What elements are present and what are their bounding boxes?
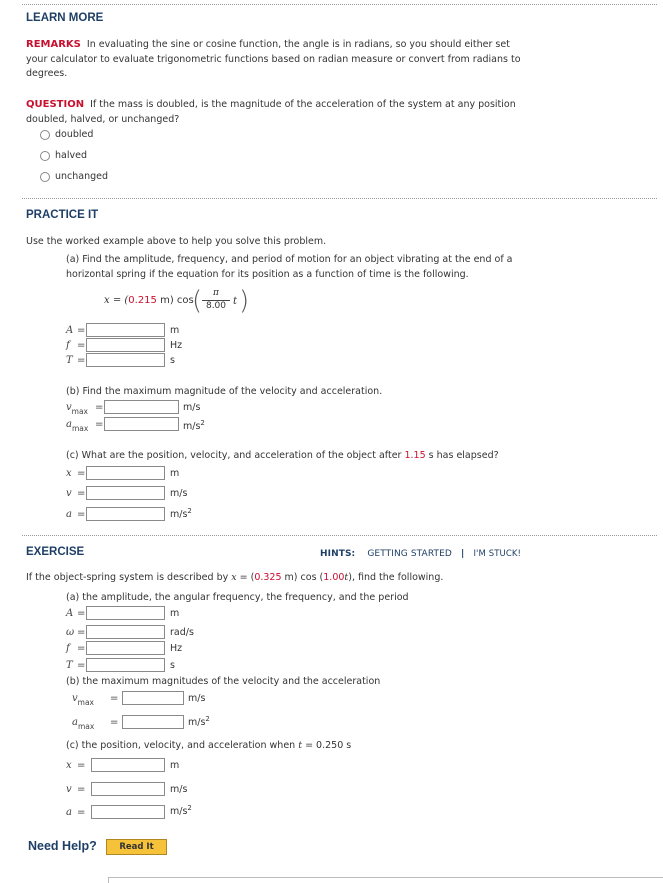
- hints-bar: [320, 548, 521, 559]
- practice-amax-unit: [183, 419, 205, 432]
- remarks-text-1: In evaluating the sine or cosine function, the angle is in radians, so you should either set: [86, 39, 510, 50]
- part-c-pre: (c) What are the position, velocity, and acceleration of the object after: [66, 450, 405, 461]
- exercise-amax-label: [72, 717, 95, 731]
- exercise-amplitude-input[interactable]: [86, 606, 165, 620]
- equals-sign: =: [77, 660, 86, 671]
- need-help-label: Need Help?: [28, 839, 97, 853]
- part-c-pre: (c) the position, velocity, and acceleration when: [66, 740, 299, 751]
- exercise-velocity-unit: m/s: [170, 784, 188, 795]
- exercise-position-input[interactable]: [91, 758, 165, 772]
- equals-sign: =: [77, 643, 86, 654]
- practice-part-c: [66, 450, 499, 461]
- exercise-angular-frequency-unit: rad/s: [170, 627, 194, 638]
- exercise-a-omega-label: ω: [66, 627, 75, 638]
- practice-part-b: (b) Find the maximum magnitude of the velocity and acceleration.: [66, 386, 383, 397]
- question-block: [26, 98, 546, 127]
- practice-amplitude-input[interactable]: [86, 323, 165, 337]
- exercise-angular-frequency-input[interactable]: [86, 625, 165, 639]
- radio-doubled[interactable]: [40, 130, 50, 140]
- equals-sign: =: [77, 627, 86, 638]
- intro-pre: If the object-spring system is described by: [26, 572, 232, 583]
- equals-sign: =: [77, 468, 86, 479]
- part-c-t: t: [298, 740, 303, 751]
- radio-unchanged[interactable]: [40, 172, 50, 182]
- remarks-label: REMARKS: [26, 39, 81, 50]
- equation-paren-open: (: [192, 286, 203, 316]
- exercise-position-unit: m: [170, 760, 180, 771]
- intro-omega: 1.00: [323, 572, 345, 583]
- exercise-part-c: [66, 740, 351, 751]
- bottom-rule-edge: [108, 877, 109, 883]
- equation-denominator: 8.00: [205, 301, 227, 311]
- read-it-button[interactable]: Read It: [106, 839, 167, 855]
- intro-x: x: [231, 572, 237, 583]
- option-unchanged-label[interactable]: unchanged: [55, 171, 109, 182]
- exercise-vmax-input[interactable]: [122, 691, 184, 705]
- intro-amplitude: 0.325: [254, 572, 282, 583]
- exercise-amplitude-unit: m: [170, 608, 180, 619]
- exercise-acceleration-unit: [170, 804, 192, 817]
- unit-sup: 2: [187, 507, 192, 515]
- exercise-heading: EXERCISE: [26, 546, 85, 558]
- practice-a-T-label: T: [66, 355, 73, 366]
- equals-sign: =: [77, 325, 86, 336]
- question-text-1: If the mass is doubled, is the magnitude of the acceleration of the system at any position: [90, 99, 516, 110]
- part-c-post: = 0.250 s: [302, 740, 352, 751]
- practice-position-input[interactable]: [86, 466, 165, 480]
- exercise-period-unit: s: [170, 660, 175, 671]
- sub-max: max: [77, 698, 94, 707]
- equals-sign: =: [77, 488, 86, 499]
- exercise-a-T-label: T: [66, 660, 73, 671]
- practice-part-a-2: horizontal spring if the equation for its position as a function of time is the following.: [66, 269, 469, 280]
- unit-text: m/s: [170, 806, 188, 818]
- intro-eq: = (: [236, 572, 255, 583]
- equals-sign: =: [110, 693, 119, 704]
- practice-c-x-label: x: [66, 468, 72, 479]
- im-stuck-link[interactable]: I'M STUCK!: [473, 549, 522, 559]
- exercise-velocity-input[interactable]: [91, 782, 165, 796]
- equals-sign: =: [77, 355, 86, 366]
- exercise-vmax-label: [72, 693, 94, 707]
- part-c-post: s has elapsed?: [425, 450, 499, 461]
- remarks-text-3: degrees.: [26, 68, 68, 80]
- intro-mid: m) cos (: [281, 572, 324, 583]
- top-divider: [22, 4, 657, 5]
- practice-acceleration-input[interactable]: [86, 507, 165, 521]
- equals-sign: =: [77, 807, 86, 818]
- hints-separator: |: [461, 549, 465, 559]
- equals-sign: =: [77, 509, 86, 520]
- practice-c-a-label: a: [66, 509, 72, 520]
- practice-period-input[interactable]: [86, 353, 165, 367]
- equation-t: t: [233, 296, 238, 307]
- equation-amplitude: 0.215: [128, 295, 157, 306]
- equation-fraction: [202, 288, 230, 312]
- exercise-c-x-label: x: [66, 760, 72, 771]
- equals-sign: =: [77, 340, 86, 351]
- equation-x: x = (: [104, 295, 129, 306]
- exercise-part-a: (a) the amplitude, the angular frequency, the frequency, and the period: [66, 592, 409, 603]
- practice-period-unit: s: [170, 355, 175, 366]
- exercise-a-f-label: f: [66, 643, 70, 654]
- option-doubled-label[interactable]: doubled: [55, 129, 94, 140]
- practice-position-unit: m: [170, 468, 180, 479]
- part-c-time: 1.15: [404, 450, 426, 461]
- sub-max: max: [77, 722, 95, 731]
- exercise-divider: [22, 535, 657, 536]
- exercise-a-A-label: A: [66, 608, 74, 619]
- practice-vmax-unit: m/s: [183, 402, 201, 413]
- equals-sign: =: [77, 608, 86, 619]
- exercise-c-a-label: a: [66, 807, 72, 818]
- bottom-rule: [108, 877, 663, 878]
- hints-label: HINTS:: [320, 549, 356, 559]
- var-v: v: [72, 693, 78, 704]
- practice-vmax-label: [66, 402, 88, 416]
- exercise-amax-unit: [188, 715, 210, 728]
- remarks-block: [26, 38, 546, 82]
- var-a: a: [72, 717, 78, 728]
- equals-sign: =: [77, 760, 86, 771]
- sub-max: max: [71, 424, 89, 433]
- intro-t: t: [344, 572, 349, 583]
- equation-amp-unit: m) cos: [156, 295, 194, 306]
- exercise-period-input[interactable]: [86, 658, 165, 672]
- equals-sign: =: [95, 419, 104, 430]
- equals-sign: =: [110, 717, 119, 728]
- radio-halved[interactable]: [40, 151, 50, 161]
- practice-intro: Use the worked example above to help you solve this problem.: [26, 236, 327, 247]
- practice-acceleration-unit: [170, 507, 192, 520]
- unit-sup: 2: [205, 715, 210, 723]
- unit-text: m/s: [170, 509, 188, 521]
- intro-post: ), find the following.: [348, 572, 444, 583]
- exercise-frequency-input[interactable]: [86, 641, 165, 655]
- practice-velocity-input[interactable]: [86, 486, 165, 500]
- practice-part-a-1: (a) Find the amplitude, frequency, and period of motion for an object vibrating at the end of a: [66, 254, 513, 265]
- unit-text: m/s: [188, 717, 206, 729]
- remarks-text-2: your calculator to evaluate trigonometric functions based on radian measure or convert from radians to: [26, 53, 521, 65]
- unit-sup: 2: [187, 804, 192, 812]
- practice-equation: [104, 295, 194, 306]
- learn-more-heading: LEARN MORE: [26, 12, 104, 24]
- practice-c-v-label: v: [66, 488, 72, 499]
- practice-amax-input[interactable]: [104, 417, 179, 431]
- exercise-vmax-unit: m/s: [188, 693, 206, 704]
- exercise-intro: [26, 572, 443, 583]
- unit-text: m/s: [183, 421, 201, 433]
- exercise-amax-input[interactable]: [122, 715, 184, 729]
- equation-paren-close: ): [239, 286, 250, 316]
- practice-a-f-label: f: [66, 340, 70, 351]
- unit-sup: 2: [200, 419, 205, 427]
- question-text-2: doubled, halved, or unchanged?: [26, 113, 180, 125]
- var-v: v: [66, 402, 72, 413]
- practice-divider: [22, 198, 657, 199]
- equals-sign: =: [95, 402, 104, 413]
- var-a: a: [66, 419, 72, 430]
- practice-amax-label: [66, 419, 89, 433]
- practice-frequency-unit: Hz: [170, 340, 183, 351]
- getting-started-link[interactable]: GETTING STARTED: [367, 549, 452, 559]
- practice-heading: PRACTICE IT: [26, 209, 99, 221]
- exercise-c-v-label: v: [66, 784, 72, 795]
- exercise-part-b: (b) the maximum magnitudes of the velocity and the acceleration: [66, 676, 381, 687]
- practice-velocity-unit: m/s: [170, 488, 188, 499]
- sub-max: max: [71, 407, 88, 416]
- practice-frequency-input[interactable]: [86, 338, 165, 352]
- exercise-frequency-unit: Hz: [170, 643, 183, 654]
- practice-amplitude-unit: m: [170, 325, 180, 336]
- question-label: QUESTION: [26, 99, 85, 110]
- option-halved-label[interactable]: halved: [55, 150, 87, 161]
- equation-numerator: π: [213, 288, 219, 298]
- practice-a-A-label: A: [66, 325, 74, 336]
- equals-sign: =: [77, 784, 86, 795]
- exercise-acceleration-input[interactable]: [91, 805, 165, 819]
- practice-vmax-input[interactable]: [104, 400, 179, 414]
